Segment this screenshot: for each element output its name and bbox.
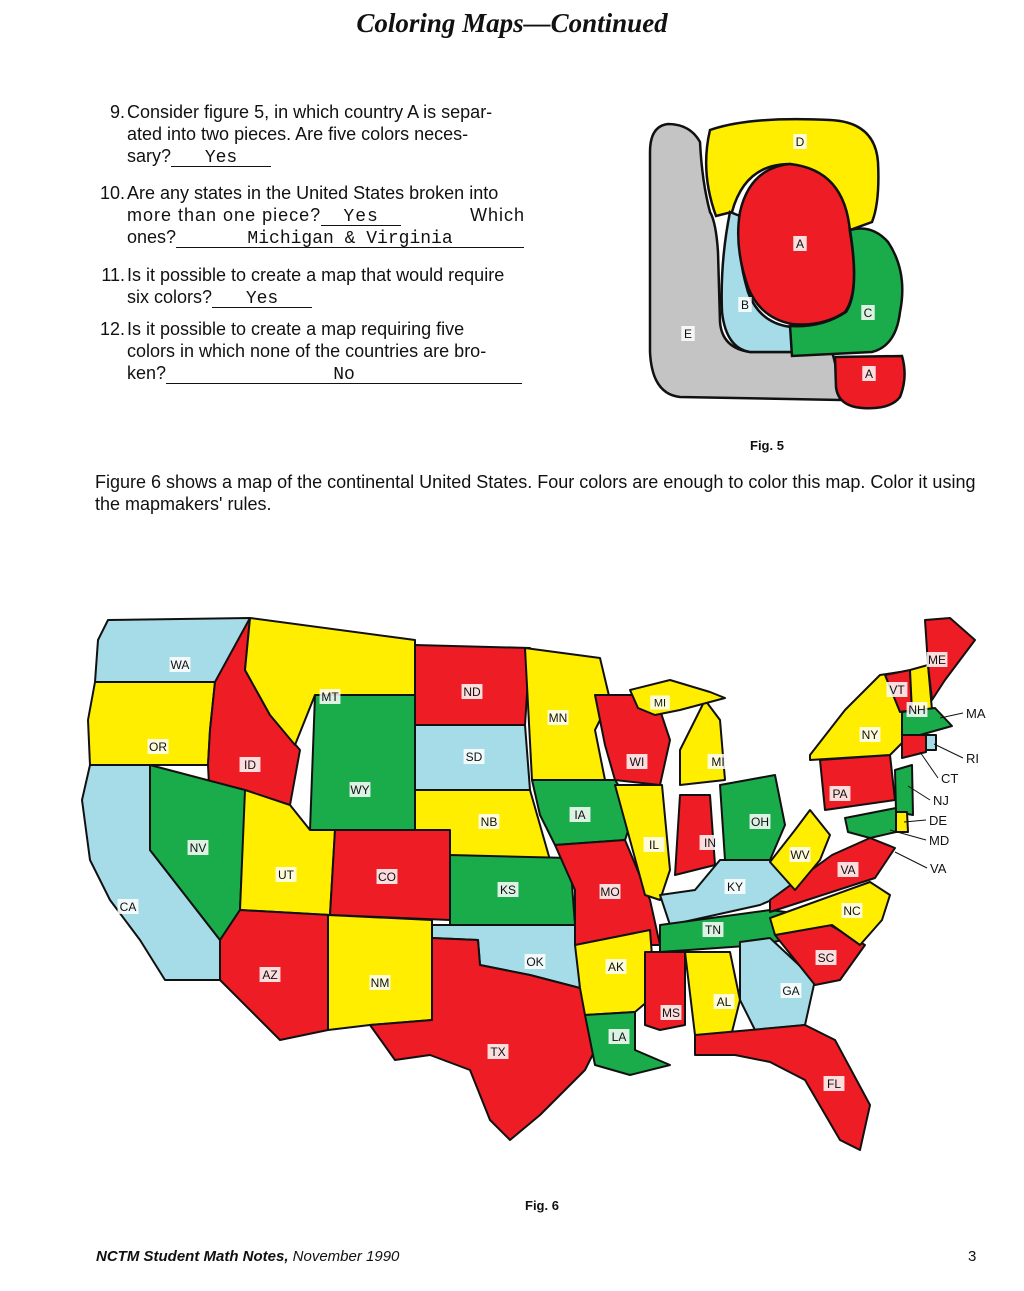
state-ri xyxy=(926,735,936,750)
state-ct xyxy=(902,735,926,758)
page-title: Coloring Maps—Continued xyxy=(356,8,668,38)
question-number: 9. xyxy=(109,102,125,122)
state-label-nc: NC xyxy=(843,904,861,918)
state-label-or: OR xyxy=(149,740,167,754)
callout-line-ri xyxy=(934,744,963,758)
question-text: ated into two pieces. Are five colors neces- xyxy=(127,124,469,144)
state-label-ky: KY xyxy=(726,880,744,894)
state-label-ia: IA xyxy=(574,808,586,822)
state-md xyxy=(845,808,896,838)
answer-text: Yes xyxy=(204,148,238,168)
question-text: Is it possible to create a map that would require xyxy=(127,265,505,285)
figure-6-us-map xyxy=(70,600,990,1180)
callout-label-ri: RI xyxy=(966,751,979,766)
question-text: more than one piece? xyxy=(127,205,322,225)
fig5-region-label: A xyxy=(795,237,805,251)
state-label-wi: WI xyxy=(629,755,645,769)
state-label-nb: NB xyxy=(480,815,498,829)
fig5-region-label: E xyxy=(683,327,693,341)
fig5-region-label: C xyxy=(863,306,873,320)
state-label-vt: VT xyxy=(889,683,905,697)
state-label-tx: TX xyxy=(490,1045,506,1059)
state-label-wy: WY xyxy=(350,783,370,797)
state-label-sd: SD xyxy=(465,750,483,764)
state-label-nd: ND xyxy=(463,685,481,699)
state-label-ut: UT xyxy=(278,868,294,882)
state-nm xyxy=(328,915,432,1030)
state-label-co: CO xyxy=(378,870,396,884)
state-label-pa: PA xyxy=(832,787,848,801)
callout-label-de: DE xyxy=(929,813,948,828)
state-label-ok: OK xyxy=(526,955,544,969)
state-pa xyxy=(820,755,895,810)
question-text: ken? xyxy=(127,363,167,383)
page-number: 3 xyxy=(968,1248,977,1265)
state-label-nm: NM xyxy=(370,976,390,990)
answer-text: Yes xyxy=(343,207,379,227)
state-label-il: IL xyxy=(648,838,660,852)
answer-text: No xyxy=(333,365,355,385)
state-label-ca: CA xyxy=(119,900,137,914)
state-label-mi: MI xyxy=(711,755,725,769)
state-label-ms: MS xyxy=(662,1006,680,1020)
figure-5-map xyxy=(640,112,915,414)
state-label-fl: FL xyxy=(826,1077,842,1091)
state-label-ks: KS xyxy=(499,883,517,897)
question-12 xyxy=(99,318,525,385)
state-label-ny: NY xyxy=(861,728,879,742)
callout-label-nj: NJ xyxy=(933,793,949,808)
question-text: Is it possible to create a map requiring five xyxy=(127,319,465,339)
state-label-wv: WV xyxy=(790,848,810,862)
state-label-ak: AK xyxy=(607,960,625,974)
state-label-me: ME xyxy=(928,653,946,667)
callout-label-md: MD xyxy=(929,833,950,848)
state-label-tn: TN xyxy=(705,923,721,937)
state-label-in: IN xyxy=(704,836,716,850)
figure-6-instructions: Figure 6 shows a map of the continental United States. Four colors are enough to color this map. Color it using the mapmakers' rules. xyxy=(95,472,976,514)
fig5-region-label: B xyxy=(740,298,750,312)
state-label-ga: GA xyxy=(782,984,800,998)
question-number: 12. xyxy=(99,319,125,339)
state-label-mi-upper: MI xyxy=(653,697,667,710)
callout-line-ct xyxy=(920,752,938,778)
question-text: colors in which none of the countries are bro- xyxy=(127,341,487,361)
state-label-nv: NV xyxy=(189,841,207,855)
callout-label-ct: CT xyxy=(941,771,959,786)
issue-date: November 1990 xyxy=(288,1248,400,1265)
state-label-mn: MN xyxy=(548,711,568,725)
fig5-region-label: D xyxy=(795,135,805,149)
fig5-region-label: A xyxy=(864,367,874,381)
state-label-sc: SC xyxy=(817,951,835,965)
fig5-region-a xyxy=(835,356,905,408)
figure-5-caption: Fig. 5 xyxy=(750,438,784,453)
state-nj xyxy=(895,765,913,815)
state-wy xyxy=(310,695,415,830)
state-mi xyxy=(680,700,725,785)
question-text: sary? xyxy=(127,146,172,166)
question-text: Which xyxy=(469,205,525,225)
question-number: 11. xyxy=(101,265,125,285)
state-label-la: LA xyxy=(611,1030,627,1044)
answer-text: Yes xyxy=(245,289,279,309)
state-label-id: ID xyxy=(244,758,256,772)
question-text: Are any states in the United States broken into xyxy=(127,183,499,203)
answer-text: Michigan & Virginia xyxy=(247,229,453,249)
footer-citation xyxy=(96,1248,399,1265)
question-10 xyxy=(99,182,525,249)
state-label-nh: NH xyxy=(908,703,926,717)
state-label-mo: MO xyxy=(600,885,620,899)
state-label-oh: OH xyxy=(751,815,769,829)
question-text: six colors? xyxy=(127,287,213,307)
callout-label-va: VA xyxy=(930,861,947,876)
state-label-va: VA xyxy=(840,863,856,877)
question-text: ones? xyxy=(127,227,177,247)
callout-label-ma: MA xyxy=(966,706,986,721)
state-label-wa: WA xyxy=(170,658,190,672)
state-label-al: AL xyxy=(716,995,732,1009)
state-label-mt: MT xyxy=(321,690,339,704)
state-label-az: AZ xyxy=(262,968,278,982)
figure-6-caption: Fig. 6 xyxy=(525,1198,559,1213)
question-number: 10. xyxy=(99,183,125,203)
journal-name: NCTM Student Math Notes, xyxy=(96,1248,289,1265)
callout-line-va xyxy=(895,852,927,868)
question-11 xyxy=(101,264,525,309)
question-text: Consider figure 5, in which country A is separ- xyxy=(127,102,493,122)
question-9 xyxy=(109,101,525,168)
